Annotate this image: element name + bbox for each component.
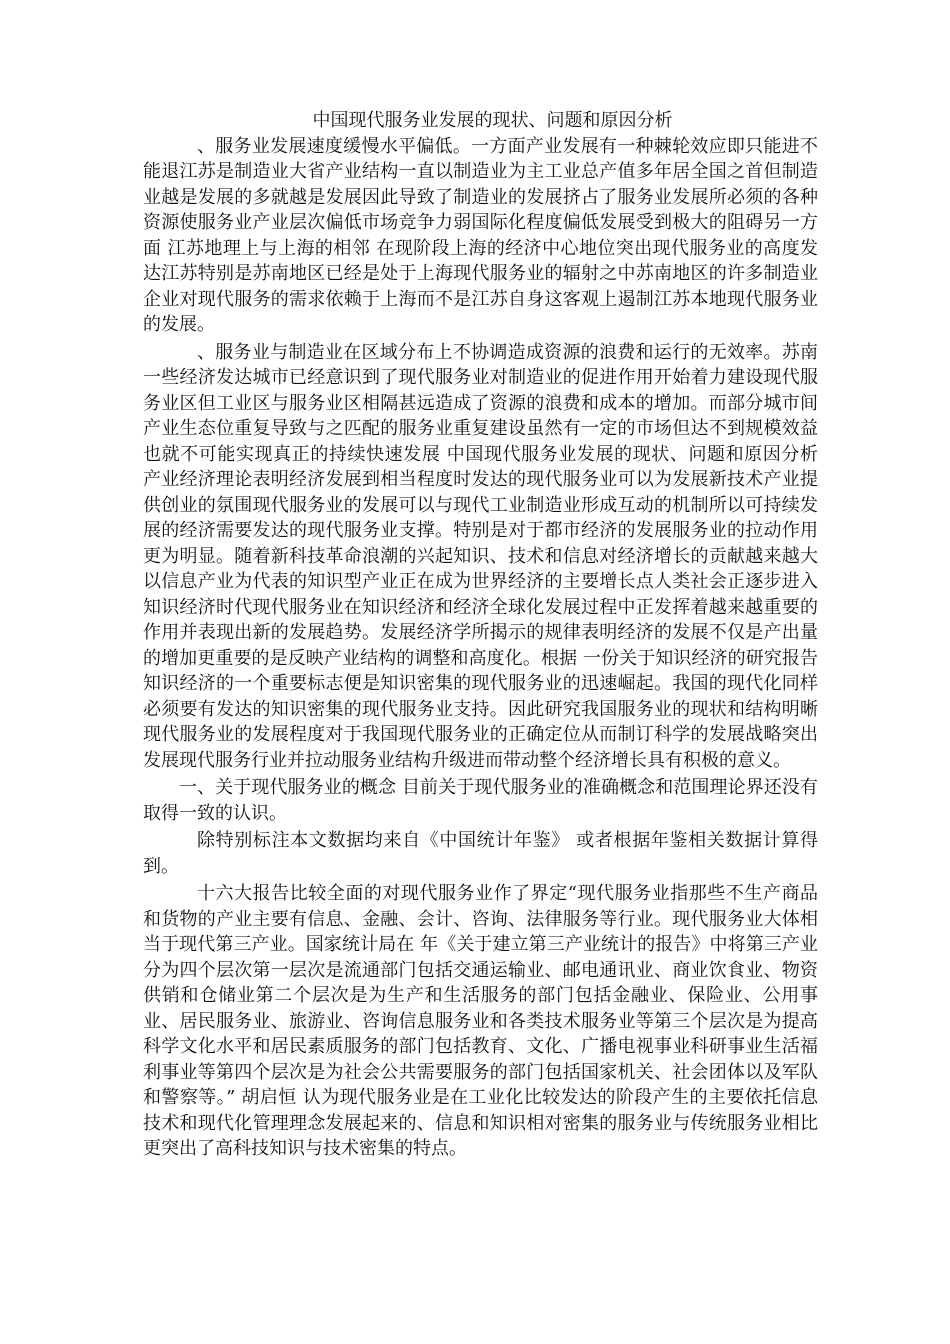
document-page bbox=[143, 108, 818, 1162]
paragraph-data-source-note: 除特别标注本文数据均来自《中国统计年鉴》 或者根据年鉴相关数据计算得到。 bbox=[143, 830, 818, 877]
paragraph-concept-heading: 一、关于现代服务业的概念 目前关于现代服务业的准确概念和范围理论界还没有取得一致的认识。 bbox=[143, 777, 818, 824]
paragraph-regional-distribution: 、服务业与制造业在区域分布上不协调造成资源的浪费和运行的无效率。苏南一些经济发达城市已经意识到了现代服务业对制造业的促进作用开始着力建设现代服务业区但工业区与服务业区相隔甚远造成了资源的浪费和成本的增加。而部分城市间产业生态位重复导致与之匹配的服务业重复建设虽然有一定的市场但达不到规模效益也就不可能实现真正的持续快速发展 中国现代服务业发展的现状、问题和原因分析 产业经济理论表明经济发展到相当程度时发达的现代服务业可以为发展新技术产业提供创业的氛围现代服务业的发展可以与现代工业制造业形成互动的机制所以可持续发展的经济需要发达的现代服务业支撑。特别是对于都市经济的发展服务业的拉动作用更为明显。随着新科技革命浪潮的兴起知识、技术和信息对经济增长的贡献越来越大以信息产业为代表的知识型产业正在成为世界经济的主要增长点人类社会正逐步进入知识经济时代现代服务业在知识经济和经济全球化发展过程中正发挥着越来越重要的作用并表现出新的发展趋势。发展经济学所揭示的规律表明经济的发展不仅是产出量的增加更重要的是反映产业结构的调整和高度化。根据 一份关于知识经济的研究报告知识经济的一个重要标志便是知识密集的现代服务业的迅速崛起。我国的现代化同样必须要有发达的知识密集的现代服务业支持。因此研究我国服务业的现状和结构明晰现代服务业的发展程度对于我国现代服务业的正确定位从而制订科学的发展战略突出发展现代服务行业并拉动服务业结构升级进而带动整个经济增长具有积极的意义。 bbox=[143, 341, 818, 771]
document-title: 中国现代服务业发展的现状、问题和原因分析 bbox=[312, 110, 673, 131]
paragraph-service-growth: 、服务业发展速度缓慢水平偏低。一方面产业发展有一种棘轮效应即只能进不能退江苏是制造业大省产业结构一直以制造业为主工业总产值多年居全国之首但制造业越是发展的多就越是发展因此导致了制造业的发展挤占了服务业发展所必须的各种资源使服务业产业层次偏低市场竞争力弱国际化程度偏低发展受到极大的阻碍另一方面 江苏地理上与上海的相邻 在现阶段上海的经济中心地位突出现代服务业的高度发达江苏特别是苏南地区已经是处于上海现代服务业的辐射之中苏南地区的许多制造业企业对现代服务的需求依赖于上海而不是江苏自身这客观上遏制江苏本地现代服务业的发展。 bbox=[143, 135, 818, 335]
paragraph-definition: 十六大报告比较全面的对现代服务业作了界定“现代服务业指那些不生产商品和货物的产业主要有信息、金融、会计、咨询、法律服务等行业。现代服务业大体相当于现代第三产业。国家统计局在 年《关于建立第三产业统计的报告》中将第三产业分为四个层次第一层次是流通部门包括交通运输业、邮电通讯业、商业饮食业、物资供销和仓储业第二个层次是为生产和生活服务的部门包括金融业、保险业、公用事业、居民服务业、旅游业、咨询信息服务业和各类技术服务业等第三个层次是为提高科学文化水平和居民素质服务的部门包括教育、文化、广播电视事业科研事业生活福利事业等第四个层次是为社会公共需要服务的部门包括国家机关、社会团体以及军队和警察等。” 胡启恒 认为现代服务业是在工业化比较发达的阶段产生的主要依托信息技术和现代化管理理念发展起来的、信息和知识相对密集的服务业与传统服务业相比更突出了高科技知识与技术密集的特点。 bbox=[143, 883, 818, 1159]
